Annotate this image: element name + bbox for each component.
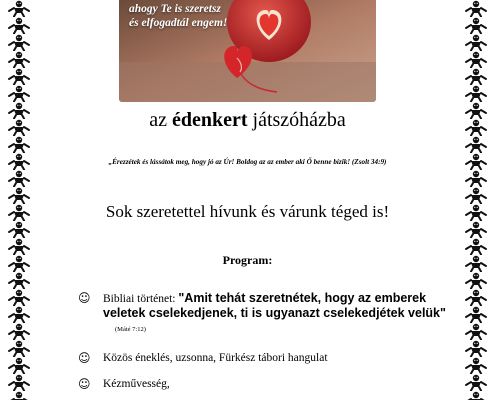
program-item-reference: (Máté 7:12) xyxy=(115,326,146,333)
program-item-singing xyxy=(78,351,448,365)
smiley-icon: ☺ xyxy=(78,351,91,365)
photo-caption-line-1: ahogy Te is szeretsz xyxy=(129,3,221,15)
decorative-border-left xyxy=(4,0,34,400)
smiley-icon: ☺ xyxy=(78,291,91,305)
bible-verse: „Érezzétek és lássátok meg, hogy jó az Úr! Boldog az az ember aki Ő benne bízik! (Zsolt 34:9) xyxy=(108,158,387,166)
poster-page xyxy=(40,0,455,400)
headline-prefix: az xyxy=(149,109,172,131)
program-item-crafts xyxy=(78,377,448,391)
headline-suffix: játszóházba xyxy=(247,109,346,131)
program-item-quote: "Amit tehát szeretnétek, hogy az emberek veletek cselekedjenek, ti is ugyanazt cselekedjétek velük" xyxy=(103,291,446,320)
program-item-crafts-text: Kézművesség, xyxy=(103,378,170,390)
program-item-lead: Bibliai történet: xyxy=(103,293,179,305)
decorative-border-right xyxy=(461,0,491,400)
photo-caption xyxy=(129,2,244,30)
program-title: Program: xyxy=(222,253,273,267)
program-item-singing-text: Közös éneklés, uzsonna, Fürkész tábori hangulat xyxy=(103,352,328,364)
program-item-story-text xyxy=(103,291,448,337)
invitation-text: Sok szeretettel hívunk és várunk téged is! xyxy=(105,202,390,221)
header-photo xyxy=(119,0,376,102)
smiley-icon: ☺ xyxy=(78,377,91,391)
photo-caption-line-2: és elfogadtál engem! xyxy=(129,17,228,29)
headline-emphasis: édenkert xyxy=(171,109,248,131)
program-item-story xyxy=(78,291,448,337)
headline xyxy=(40,109,455,132)
